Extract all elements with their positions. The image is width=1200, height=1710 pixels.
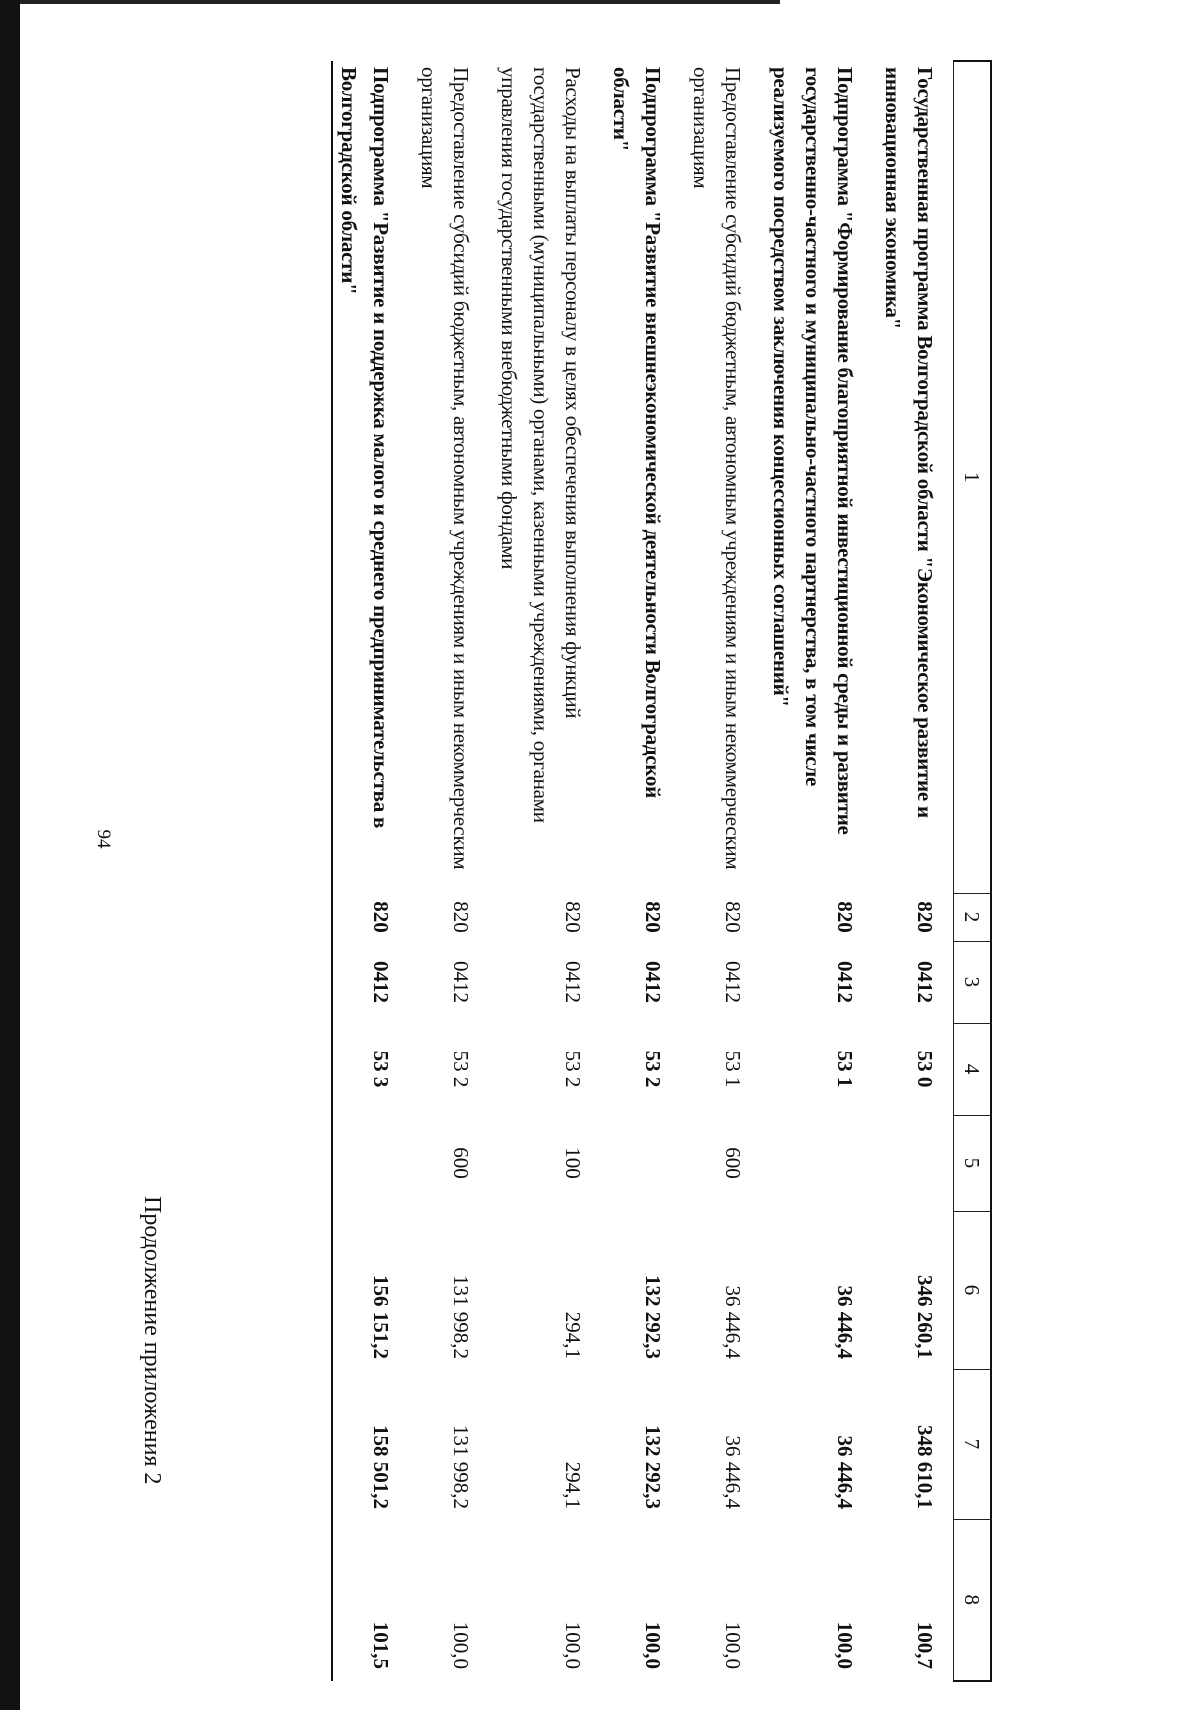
table-row	[477, 61, 589, 1681]
row-code-expense-type	[749, 1115, 861, 1211]
row-code-expense-type	[332, 1115, 397, 1211]
row-code-ministry: 820	[721, 901, 745, 933]
column-header-3: 3	[954, 941, 992, 1023]
row-percent: 100,0	[641, 1621, 665, 1669]
row-percent: 100,7	[913, 1621, 937, 1669]
table-row	[589, 61, 669, 1681]
row-name: Расходы на выплаты персоналу в целях обеспечения выполнения функций государственными (муниципальными) органами, казенными учреждениями, органами управления государственными внебюджетными фондами	[497, 67, 585, 823]
column-header-7: 7	[954, 1369, 992, 1519]
row-actual-amount: 294,1	[561, 1461, 585, 1509]
table-row	[861, 61, 954, 1681]
row-plan-amount: 294,1	[561, 1311, 585, 1359]
row-code-expense-type: 600	[721, 1147, 745, 1179]
row-percent: 100,0	[561, 1621, 585, 1669]
row-code-ministry: 820	[561, 901, 585, 933]
row-percent: 100,0	[449, 1621, 473, 1669]
row-code-program: 53 3	[332, 1023, 397, 1115]
row-code-section: 0412	[833, 961, 857, 1003]
row-plan-amount: 132 292,3	[641, 1275, 665, 1359]
row-code-program: 53 2	[449, 1050, 473, 1088]
budget-table	[331, 60, 992, 1682]
row-code-program: 53 1	[721, 1050, 745, 1088]
row-actual-amount: 36 446,4	[833, 1435, 857, 1509]
table-header-row	[954, 61, 992, 1681]
row-code-ministry: 820	[913, 901, 937, 933]
row-code-program: 53 2	[561, 1050, 585, 1088]
row-actual-amount: 131 998,2	[449, 1425, 473, 1509]
row-code-section: 0412	[449, 961, 473, 1003]
row-name: Государственная программа Волгоградской области "Экономическое развитие и инновационная экономика"	[881, 67, 937, 818]
row-name: Подпрограмма "Развитие внешнеэкономической деятельности Волгоградской области"	[609, 67, 665, 799]
row-plan-amount: 346 260,1	[913, 1275, 937, 1359]
table-row	[669, 61, 749, 1681]
row-code-program: 53 2	[641, 1050, 665, 1088]
row-actual-amount: 158 501,2	[332, 1369, 397, 1519]
row-name: Подпрограмма "Развитие и поддержка малого и среднего предпринимательства в Волгоградской области"	[332, 61, 397, 893]
row-code-ministry: 820	[449, 901, 473, 933]
row-actual-amount: 348 610,1	[913, 1425, 937, 1509]
column-header-6: 6	[954, 1211, 992, 1369]
row-code-expense-type	[861, 1115, 954, 1211]
row-actual-amount: 36 446,4	[721, 1435, 745, 1509]
row-code-expense-type: 100	[561, 1147, 585, 1179]
table-row	[397, 61, 477, 1681]
row-percent: 100,0	[721, 1621, 745, 1669]
row-code-section: 0412	[561, 961, 585, 1003]
row-actual-amount: 132 292,3	[641, 1425, 665, 1509]
row-name: Предоставление субсидий бюджетным, автономным учреждениям и иным некоммерческим организациям	[689, 67, 745, 870]
row-code-program: 53 0	[913, 1050, 937, 1088]
table-row	[749, 61, 861, 1681]
row-code-ministry: 820	[641, 901, 665, 933]
column-header-2: 2	[954, 893, 992, 941]
row-plan-amount: 156 151,2	[332, 1211, 397, 1369]
row-plan-amount: 131 998,2	[449, 1275, 473, 1359]
row-code-program: 53 1	[833, 1050, 857, 1088]
row-code-section: 0412	[332, 941, 397, 1023]
row-code-section: 0412	[641, 961, 665, 1003]
page-number: 94	[93, 829, 114, 849]
table-row	[332, 61, 397, 1681]
row-name: Предоставление субсидий бюджетным, автономным учреждениям и иным некоммерческим организациям	[417, 67, 473, 870]
row-name: Подпрограмма "Формирование благоприятной инвестиционной среды и развитие государственно-частного и муниципально-частного партнерства, в том числе реализуемого посредством заключения концессионных соглашений"	[769, 67, 857, 835]
row-plan-amount: 36 446,4	[833, 1285, 857, 1359]
page-subtitle: Продолжение приложения 2	[139, 1196, 165, 1485]
row-code-expense-type	[589, 1115, 669, 1211]
column-header-1: 1	[954, 61, 992, 893]
column-header-5: 5	[954, 1115, 992, 1211]
row-percent: 100,0	[833, 1621, 857, 1669]
row-percent: 101,5	[332, 1519, 397, 1681]
column-header-4: 4	[954, 1023, 992, 1115]
column-header-8: 8	[954, 1519, 992, 1681]
row-code-ministry: 820	[833, 901, 857, 933]
row-code-section: 0412	[721, 961, 745, 1003]
row-code-expense-type: 600	[449, 1147, 473, 1179]
row-code-ministry: 820	[332, 893, 397, 941]
row-code-section: 0412	[913, 961, 937, 1003]
row-plan-amount: 36 446,4	[721, 1285, 745, 1359]
